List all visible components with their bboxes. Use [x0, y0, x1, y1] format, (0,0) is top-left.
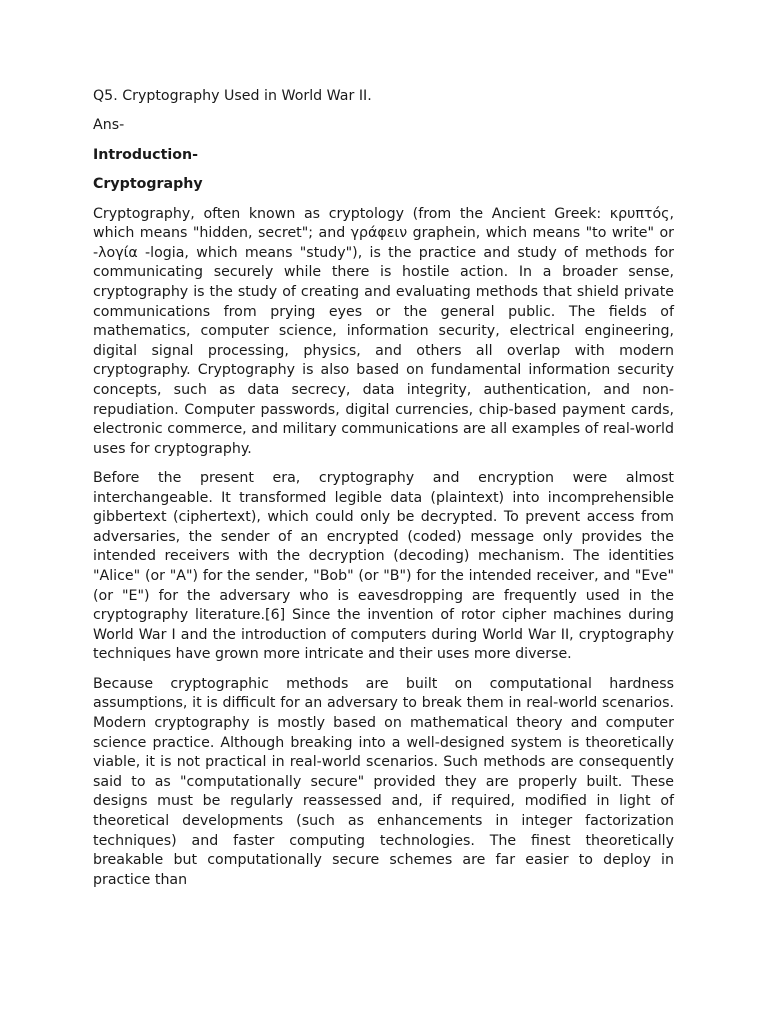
answer-label: Ans- — [93, 117, 125, 134]
topic-heading: Cryptography — [93, 176, 203, 193]
paragraph-definition: Cryptography, often known as cryptology (from the Ancient Greek: κρυπτός, which means "hidden, secret"; and γράφειν graphein, which means "to write" or -λογία -logia, which means "study"), is the practice and study of methods for communicating securely while there is hostile action. In a broader sense, cryptography is the study of creating and evaluating methods that shield private communications from prying eyes or the general public. The fields of mathematics, computer science, information security, electrical engineering, digital signal processing, physics, and others all overlap with modern cryptography. Cryptography is also based on fundamental information security concepts, such as data secrecy, data integrity, authentication, and non-repudiation. Computer passwords, digital currencies, chip-based payment cards, electronic commerce, and military communications are all examples of real-world uses for cryptography. — [93, 205, 674, 457]
paragraph-modern: Because cryptographic methods are built on computational hardness assumptions, it is difficult for an adversary to break them in real-world scenarios. Modern cryptography is mostly based on mathematical theory and computer science practice. Although breaking into a well-designed system is theoretically viable, it is not practical in real-world scenarios. Such methods are consequently said to as "computationally secure" provided they are properly built. These designs must be regularly reassessed and, if required, modified in light of theoretical developments (such as enhancements in integer factorization techniques) and faster computing technologies. The finest theoretically breakable but computationally secure schemes are far easier to deploy in practice than — [93, 675, 674, 888]
question-title: Q5. Cryptography Used in World War II. — [93, 88, 372, 104]
paragraph-history: Before the present era, cryptography and encryption were almost interchangeable. It transformed legible data (plaintext) into incomprehensible gibbertext (ciphertext), which could only be decrypted. To prevent access from adversaries, the sender of an encrypted (coded) message only provides the intended receivers with the decryption (decoding) mechanism. The identities "Alice" (or "A") for the sender, "Bob" (or "B") for the intended receiver, and "Eve" (or "E") for the adversary who is eavesdropping are frequently used in the cryptography literature.[6] Since the invention of rotor cipher machines during World War I and the introduction of computers during World War II, cryptography techniques have grown more intricate and their uses more diverse. — [93, 470, 674, 663]
document-page — [93, 87, 674, 900]
section-heading: Introduction- — [93, 146, 198, 163]
